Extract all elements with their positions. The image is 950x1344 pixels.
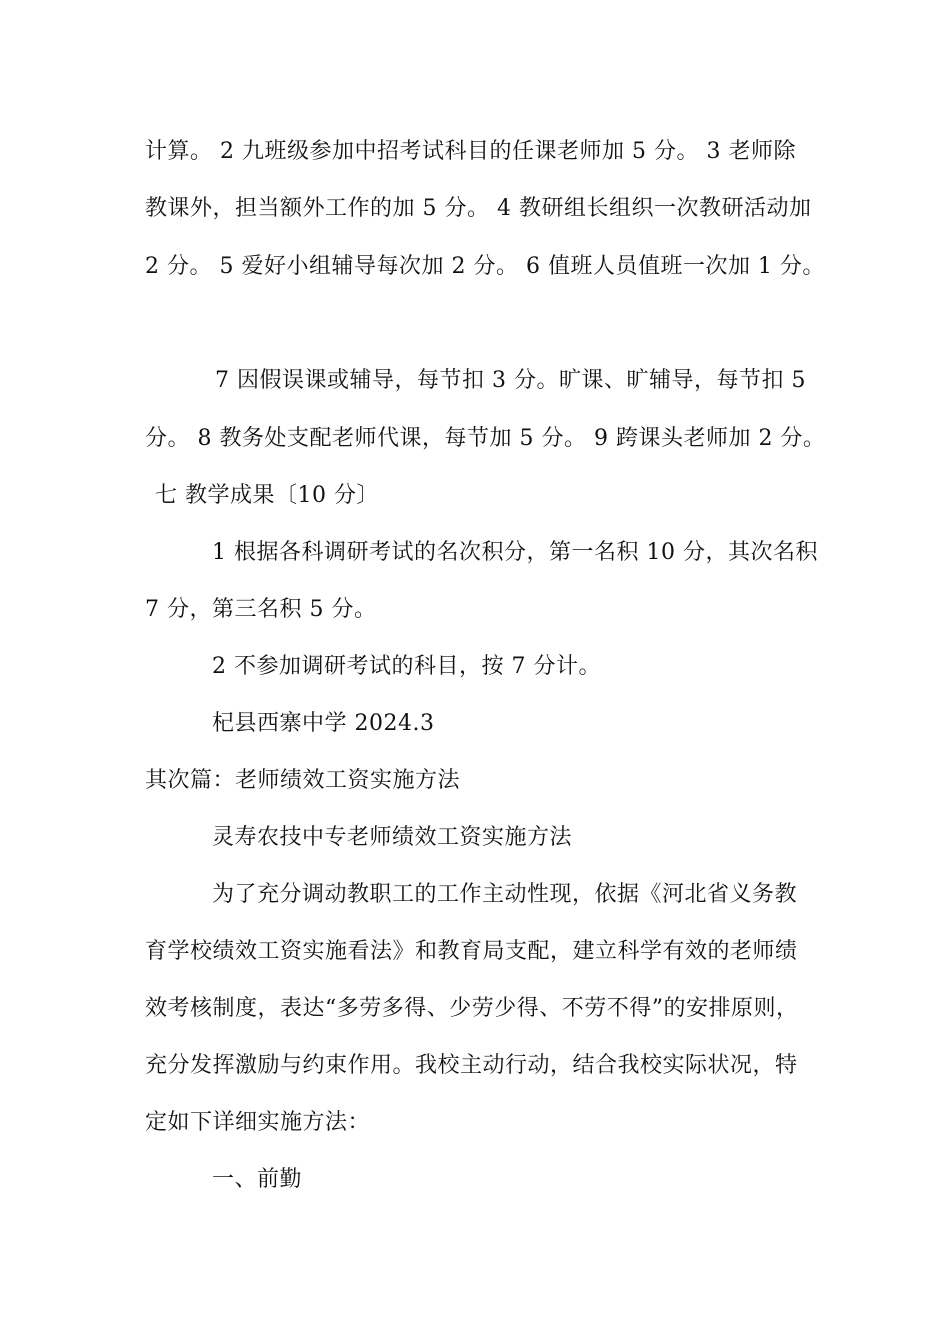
body-line-14: 育学校绩效工资实施看法》和教育局支配，建立科学有效的老师绩 (145, 939, 798, 964)
section-heading-teaching-results: 七 教学成果〔10 分〕 (155, 483, 379, 508)
section-heading-attendance: 一、前勤 (212, 1167, 303, 1192)
body-line-7: 1 根据各科调研考试的名次积分，第一名积 10 分，其次名积 (212, 540, 818, 565)
signature-line: 杞县西寨中学 2024.3 (212, 711, 435, 736)
document-title: 灵寿农技中专老师绩效工资实施方法 (212, 825, 573, 850)
body-line-8: 7 分，第三名积 5 分。 (145, 597, 377, 622)
body-line-15: 效考核制度，表达“多劳多得、少劳少得、不劳不得”的安排原则， (145, 996, 799, 1021)
body-line-17: 定如下详细实施方法： (145, 1110, 371, 1135)
body-line-4: 7 因假误课或辅导，每节扣 3 分。旷课、旷辅导，每节扣 5 (215, 368, 806, 393)
body-line-9: 2 不参加调研考试的科目，按 7 分计。 (212, 654, 601, 679)
body-line-1: 计算。 2 九班级参加中招考试科目的任课老师加 5 分。 3 老师除 (145, 139, 796, 164)
body-line-2: 教课外，担当额外工作的加 5 分。 4 教研组长组织一次教研活动加 (145, 196, 812, 221)
body-line-13: 为了充分调动教职工的工作主动性现，依据《河北省义务教 (212, 882, 798, 907)
body-line-5: 分。 8 教务处支配老师代课，每节加 5 分。 9 跨课头老师加 2 分。 (145, 426, 826, 451)
body-line-3: 2 分。 5 爱好小组辅导每次加 2 分。 6 值班人员值班一次加 1 分。 (145, 254, 825, 279)
chapter-title: 其次篇：老师绩效工资实施方法 (145, 768, 461, 793)
body-line-16: 充分发挥激励与约束作用。我校主动行动，结合我校实际状况，特 (145, 1053, 798, 1078)
